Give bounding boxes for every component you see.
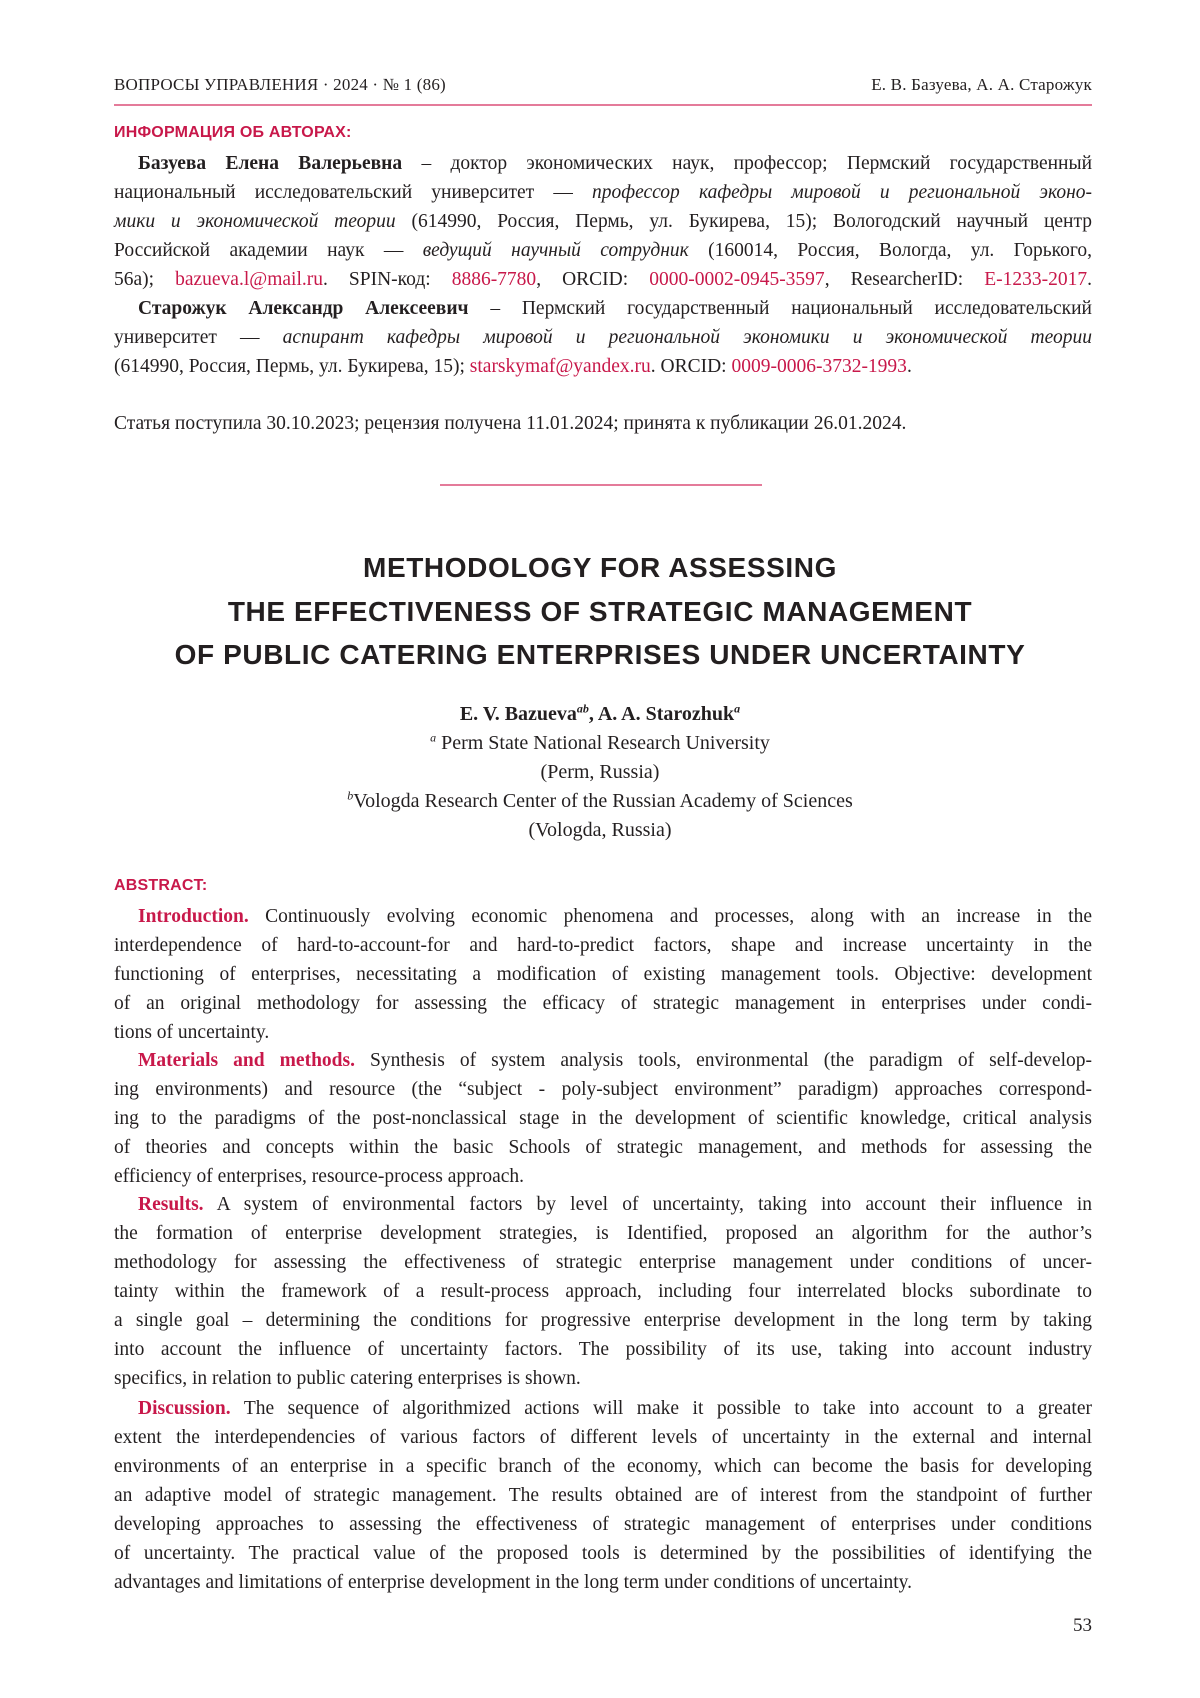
text-line bbox=[114, 1248, 1092, 1277]
link[interactable]: 8886-7780 bbox=[452, 269, 537, 290]
affiliation bbox=[0, 787, 1200, 816]
text-line bbox=[114, 323, 1092, 352]
link[interactable]: bazueva.l@mail.ru bbox=[175, 269, 323, 290]
dates-text: Статья поступила 30.10.2023; рецензия получена 11.01.2024; принята к публикации 26.01.2024. bbox=[114, 409, 1092, 438]
text-line bbox=[114, 1133, 1092, 1162]
text-line bbox=[114, 1394, 1092, 1423]
text-segment: . bbox=[1087, 269, 1092, 290]
affiliation-mark: a bbox=[430, 730, 436, 744]
text-segment: environments of an enterprise in a specific branch of the economy, which can become the basis for developing bbox=[114, 1456, 1092, 1477]
text-segment: developing approaches to assessing the effectiveness of strategic management of enterprises under conditions bbox=[114, 1514, 1092, 1535]
text-line bbox=[114, 1452, 1092, 1481]
text-segment: 56а); bbox=[114, 269, 175, 290]
journal-info: ВОПРОСЫ УПРАВЛЕНИЯ · 2024 · № 1 (86) bbox=[114, 75, 446, 95]
text-segment: (160014, Россия, Вологда, ул. Горького, bbox=[689, 240, 1092, 261]
text-line bbox=[114, 1075, 1092, 1104]
authors-info bbox=[114, 149, 1092, 381]
text-segment: tions of uncertainty. bbox=[114, 1022, 269, 1043]
text-line bbox=[114, 294, 1092, 323]
link[interactable]: E-1233-2017 bbox=[984, 269, 1087, 290]
text-segment: a single goal – determining the conditions for progressive enterprise development in the long term by taking bbox=[114, 1310, 1092, 1331]
text-line bbox=[114, 1481, 1092, 1510]
italic-text: аспирант кафедры мировой и региональной экономики и экономической теории bbox=[283, 327, 1092, 348]
author-name-bold: Старожук Александр Алексеевич bbox=[138, 298, 469, 319]
text-line bbox=[114, 989, 1092, 1018]
text-segment: – доктор экономических наук, профессор; Пермский государственный bbox=[402, 153, 1092, 174]
author-affiliation-mark: a bbox=[734, 701, 740, 715]
text-segment: ing to the paradigms of the post-nonclassical stage in the development of scientific knowledge, critical analysis bbox=[114, 1108, 1092, 1129]
abstract-results bbox=[114, 1190, 1092, 1393]
text-line bbox=[114, 1277, 1092, 1306]
text-line bbox=[114, 1046, 1092, 1075]
text-segment: – Пермский государственный национальный исследовательский bbox=[469, 298, 1092, 319]
text-line bbox=[114, 931, 1092, 960]
text-line bbox=[114, 1539, 1092, 1568]
text-line bbox=[114, 352, 1092, 381]
page-number: 53 bbox=[1060, 1615, 1092, 1637]
text-segment: (614990, Россия, Пермь, ул. Букирева, 15); bbox=[114, 356, 470, 377]
text-line bbox=[114, 1335, 1092, 1364]
text-segment: into account the influence of uncertainty factors. The possibility of its use, taking into account industry bbox=[114, 1339, 1092, 1360]
text-segment: Synthesis of system analysis tools, environmental (the paradigm of self-develop- bbox=[355, 1050, 1092, 1071]
section-label: Discussion. bbox=[138, 1398, 231, 1419]
running-header bbox=[114, 75, 1092, 95]
text-segment: specifics, in relation to public catering enterprises is shown. bbox=[114, 1368, 581, 1389]
text-segment: . SPIN-код: bbox=[323, 269, 452, 290]
authors-line bbox=[0, 700, 1200, 729]
text-line bbox=[114, 207, 1092, 236]
author-separator: , bbox=[589, 703, 598, 725]
text-segment: . bbox=[907, 356, 912, 377]
text-segment: an adaptive model of strategic management. The results obtained are of interest from the standpoint of further bbox=[114, 1485, 1092, 1506]
affiliation-city: (Perm, Russia) bbox=[0, 758, 1200, 787]
article-title bbox=[0, 546, 1200, 677]
text-segment: of theories and concepts within the basic Schools of strategic management, and methods for assessing the bbox=[114, 1137, 1092, 1158]
text-segment: functioning of enterprises, necessitating a modification of existing management tools. Objective: development bbox=[114, 964, 1092, 985]
text-segment: extent the interdependencies of various factors of different levels of uncertainty in the external and internal bbox=[114, 1427, 1092, 1448]
text-segment: , ORCID: bbox=[536, 269, 649, 290]
text-line bbox=[114, 149, 1092, 178]
affiliation-city: (Vologda, Russia) bbox=[0, 816, 1200, 845]
title-line: THE EFFECTIVENESS OF STRATEGIC MANAGEMENT bbox=[0, 590, 1200, 634]
affiliation-name: Perm State National Research University bbox=[436, 732, 770, 754]
author-affiliation-mark: ab bbox=[577, 701, 589, 715]
link[interactable]: starskymaf@yandex.ru bbox=[470, 356, 651, 377]
section-label: Materials and methods. bbox=[138, 1050, 355, 1071]
text-line bbox=[114, 1568, 1092, 1597]
text-line bbox=[114, 1190, 1092, 1219]
text-segment: of uncertainty. The practical value of the proposed tools is determined by the possibilities of identifying the bbox=[114, 1543, 1092, 1564]
text-segment: (614990, Россия, Пермь, ул. Букирева, 15); Вологодский научный центр bbox=[396, 211, 1092, 232]
affiliation-mark: b bbox=[347, 788, 353, 802]
text-segment: ing environments) and resource (the “subject - poly-subject environment” paradigm) approaches correspond- bbox=[114, 1079, 1092, 1100]
divider bbox=[440, 484, 762, 486]
header-rule bbox=[114, 104, 1092, 106]
author-name: E. V. Bazueva bbox=[460, 703, 577, 725]
text-line bbox=[114, 1018, 1092, 1047]
text-segment: the formation of enterprise development strategies, is Identified, proposed an algorithm for the author’s bbox=[114, 1223, 1092, 1244]
text-segment: efficiency of enterprises, resource-process approach. bbox=[114, 1166, 524, 1187]
article-dates bbox=[114, 409, 1092, 438]
text-segment: , ResearcherID: bbox=[825, 269, 985, 290]
text-segment: of an original methodology for assessing the efficacy of strategic management in enterprises under condi- bbox=[114, 993, 1092, 1014]
italic-text: профессор кафедры мировой и региональной эконо- bbox=[592, 182, 1092, 203]
abstract-heading: ABSTRACT: bbox=[114, 877, 207, 895]
affiliation bbox=[0, 729, 1200, 758]
text-segment: национальный исследовательский университет — bbox=[114, 182, 592, 203]
text-segment: A system of environmental factors by level of uncertainty, taking into account their influence in bbox=[204, 1194, 1092, 1215]
italic-text: мики и экономической теории bbox=[114, 211, 396, 232]
title-line: OF PUBLIC CATERING ENTERPRISES UNDER UNCERTAINTY bbox=[0, 633, 1200, 677]
text-segment: interdependence of hard-to-account-for and hard-to-predict factors, shape and increase uncertainty in the bbox=[114, 935, 1092, 956]
text-segment: Российской академии наук — bbox=[114, 240, 423, 261]
abstract-introduction bbox=[114, 902, 1092, 1047]
text-segment: университет — bbox=[114, 327, 283, 348]
authors-info-heading: ИНФОРМАЦИЯ ОБ АВТОРАХ: bbox=[114, 124, 352, 142]
affiliation-name: Vologda Research Center of the Russian Academy of Sciences bbox=[353, 790, 853, 812]
link[interactable]: 0000-0002-0945-3597 bbox=[649, 269, 824, 290]
text-line bbox=[114, 1104, 1092, 1133]
text-line bbox=[114, 1219, 1092, 1248]
text-line bbox=[114, 236, 1092, 265]
link[interactable]: 0009-0006-3732-1993 bbox=[731, 356, 906, 377]
text-line bbox=[114, 265, 1092, 294]
text-segment: . ORCID: bbox=[651, 356, 732, 377]
text-line bbox=[114, 960, 1092, 989]
author-name-bold: Базуева Елена Валерьевна bbox=[138, 153, 402, 174]
text-line bbox=[114, 1162, 1092, 1191]
text-line bbox=[114, 1510, 1092, 1539]
text-segment: advantages and limitations of enterprise development in the long term under conditions of uncertainty. bbox=[114, 1572, 912, 1593]
text-segment: The sequence of algorithmized actions will make it possible to take into account to a greater bbox=[231, 1398, 1092, 1419]
section-label: Results. bbox=[138, 1194, 204, 1215]
text-line bbox=[114, 1364, 1092, 1393]
text-line bbox=[114, 178, 1092, 207]
text-segment: methodology for assessing the effectiveness of strategic enterprise management under conditions of uncer- bbox=[114, 1252, 1092, 1273]
header-authors: Е. В. Базуева, А. А. Старожук bbox=[871, 75, 1092, 95]
text-segment: tainty within the framework of a result-process approach, including four interrelated blocks subordinate to bbox=[114, 1281, 1092, 1302]
abstract-materials-methods bbox=[114, 1046, 1092, 1191]
author-name: A. A. Starozhuk bbox=[598, 703, 734, 725]
byline bbox=[0, 700, 1200, 845]
text-line bbox=[114, 1423, 1092, 1452]
text-segment: Continuously evolving economic phenomena and processes, along with an increase in the bbox=[249, 906, 1092, 927]
abstract-discussion bbox=[114, 1394, 1092, 1597]
text-line bbox=[114, 902, 1092, 931]
text-line bbox=[114, 1306, 1092, 1335]
section-label: Introduction. bbox=[138, 906, 249, 927]
title-line: METHODOLOGY FOR ASSESSING bbox=[0, 546, 1200, 590]
italic-text: ведущий научный сотрудник bbox=[423, 240, 689, 261]
